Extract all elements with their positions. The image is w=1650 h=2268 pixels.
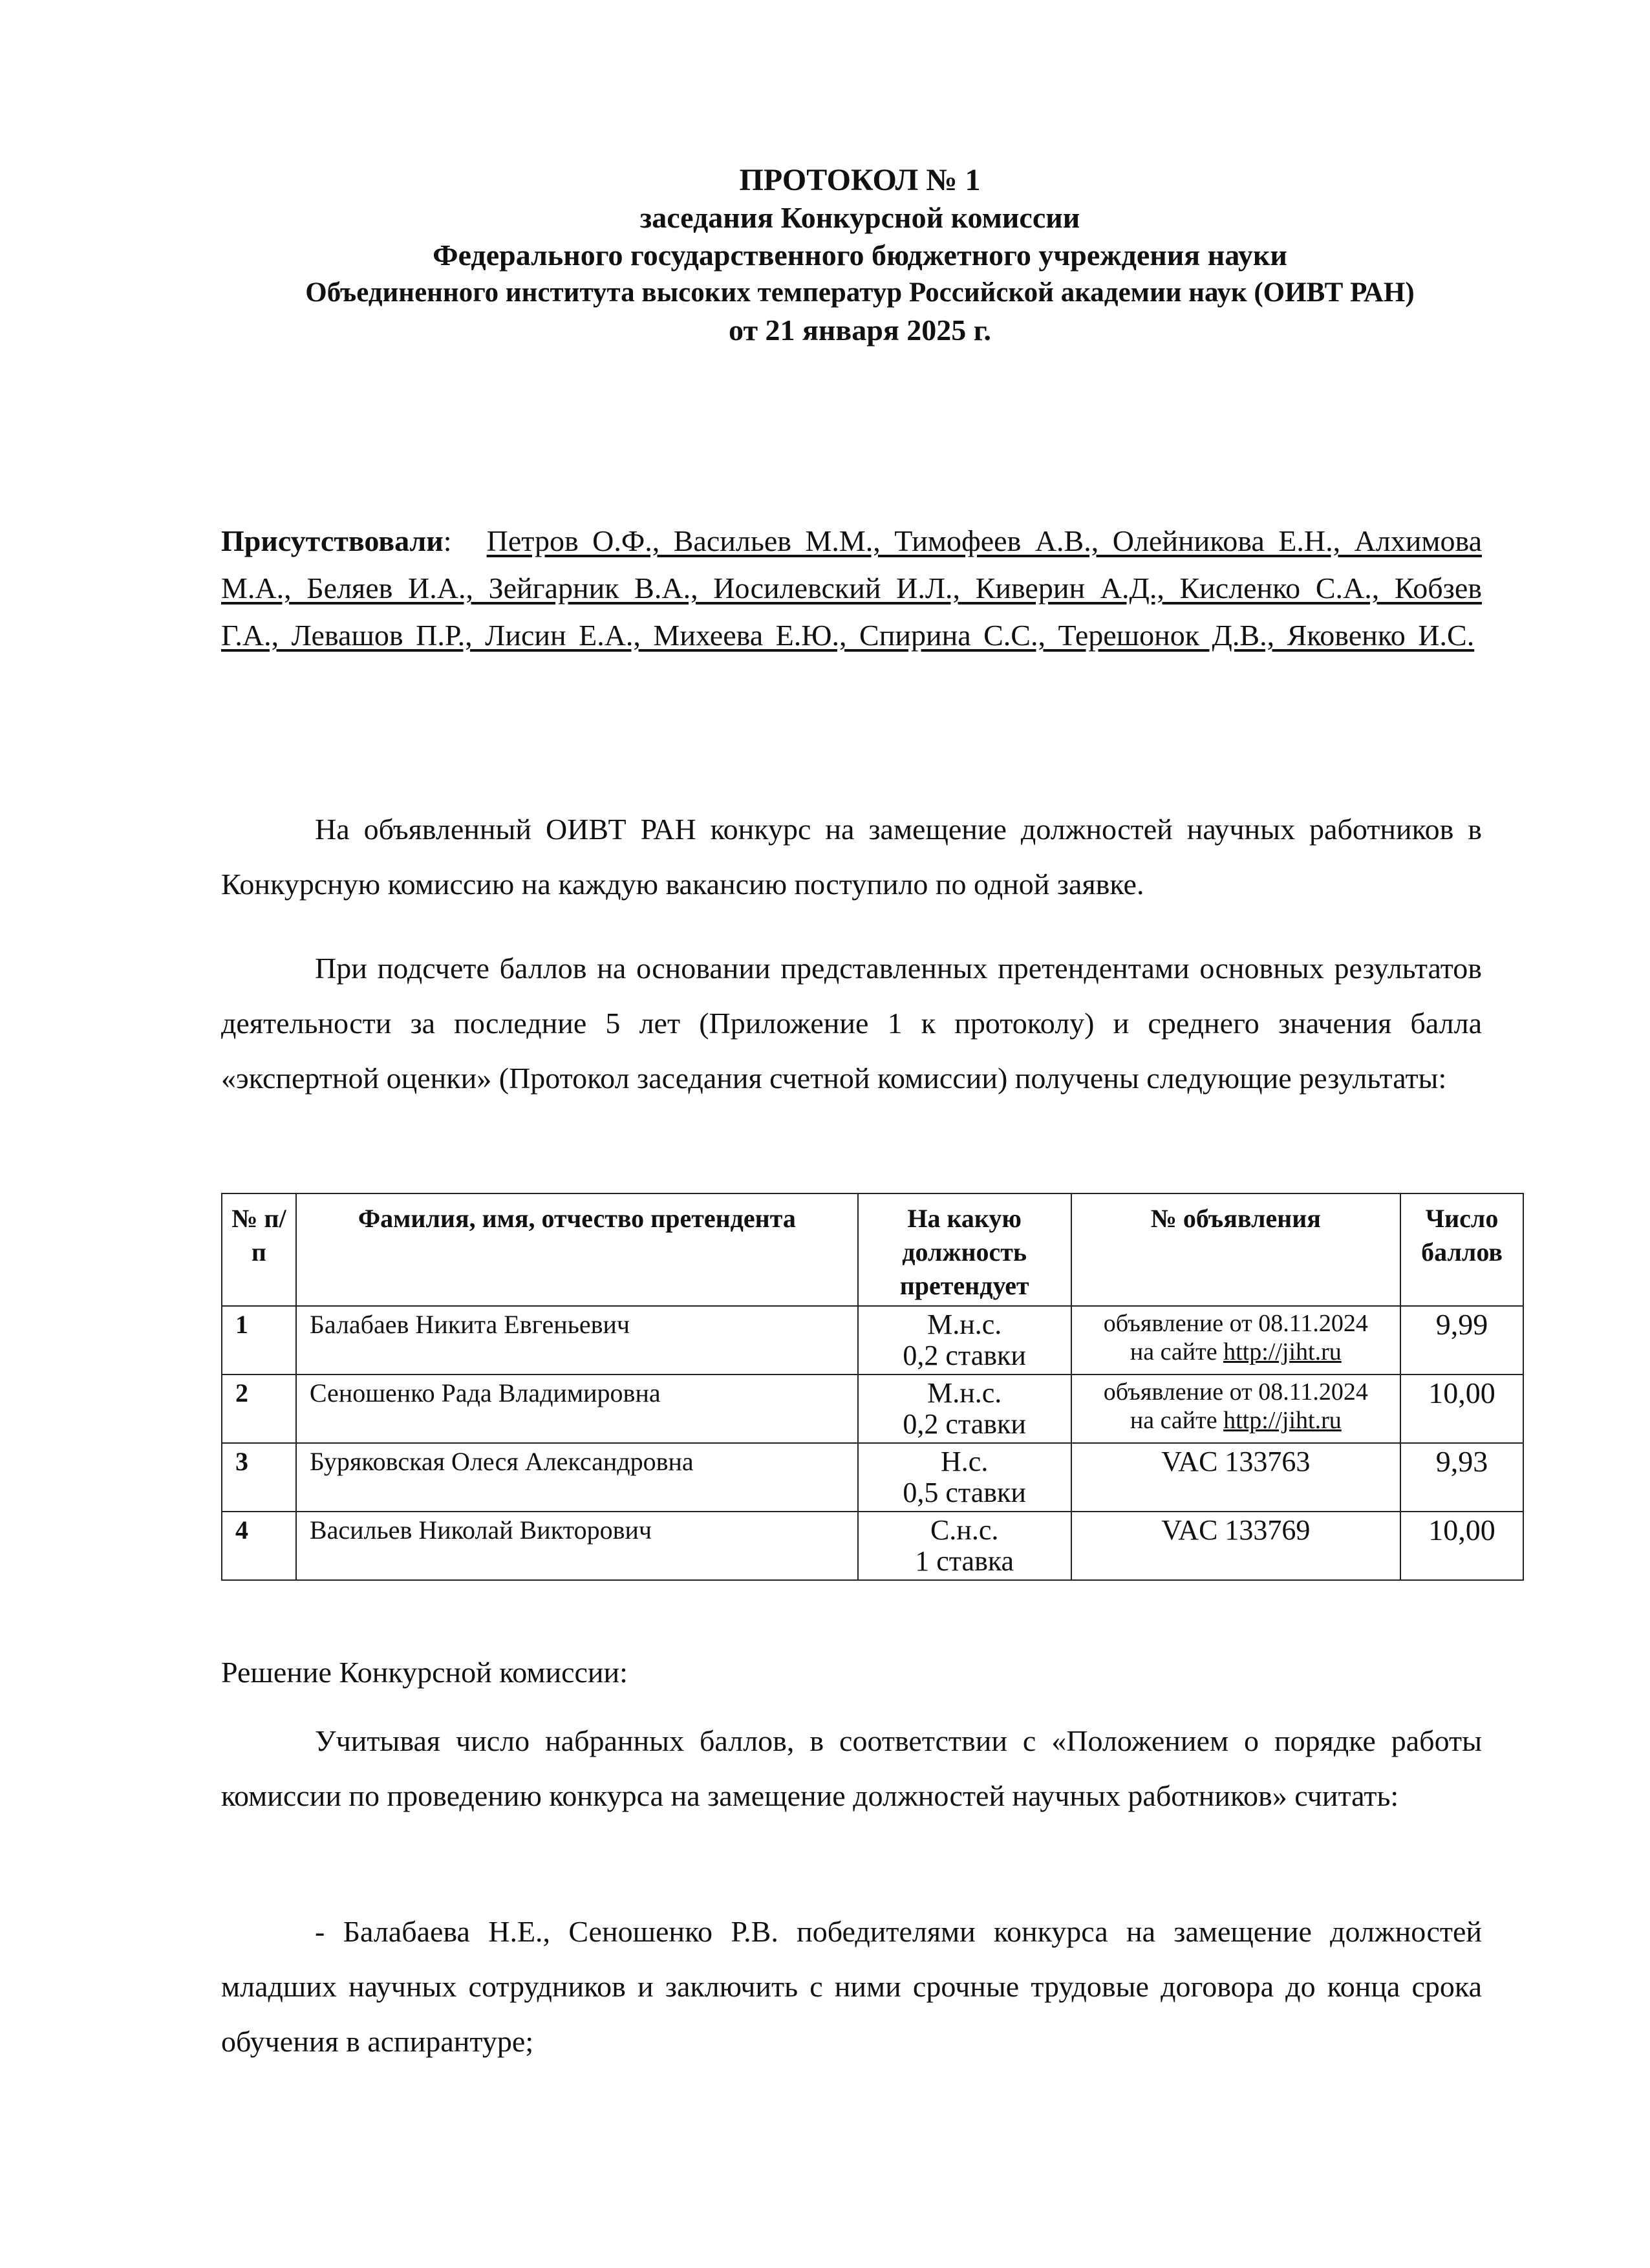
organization-line-1: Федерального государственного бюджетного учреждения науки bbox=[433, 239, 1287, 272]
results-table bbox=[221, 1193, 1524, 1581]
table-row bbox=[222, 1375, 1523, 1443]
position-title: М.н.с. bbox=[927, 1377, 1002, 1409]
row-score: 10,00 bbox=[1400, 1375, 1523, 1443]
row-score: 9,93 bbox=[1400, 1443, 1523, 1512]
row-name: Васильев Николай Викторович bbox=[296, 1512, 858, 1580]
announcement-link[interactable]: http://jiht.ru bbox=[1223, 1338, 1342, 1365]
row-position bbox=[858, 1375, 1071, 1443]
row-name: Буряковская Олеся Александровна bbox=[296, 1443, 858, 1512]
paragraph-scoring bbox=[221, 941, 1482, 1106]
position-title: Н.с. bbox=[941, 1446, 989, 1477]
decision-paragraph-1-text: Учитывая число набранных баллов, в соответствии с «Положением о порядке работы комиссии по проведению конкурса на замещение должностей научных работников» считать: bbox=[221, 1724, 1482, 1812]
row-name: Сеношенко Рада Владимировна bbox=[296, 1375, 858, 1443]
protocol-date: от 21 января 2025 г. bbox=[729, 314, 991, 347]
protocol-header bbox=[220, 162, 1500, 349]
row-score: 9,99 bbox=[1400, 1306, 1523, 1375]
header-position: На какую должность претендует bbox=[858, 1193, 1071, 1306]
row-position bbox=[858, 1512, 1071, 1580]
attendance-colon: : bbox=[443, 524, 478, 557]
table-header-row bbox=[222, 1193, 1523, 1306]
row-announcement bbox=[1071, 1375, 1400, 1443]
row-position bbox=[858, 1306, 1071, 1375]
decision-paragraph-2 bbox=[221, 1904, 1482, 2069]
header-name: Фамилия, имя, отчество претендента bbox=[296, 1193, 858, 1306]
row-position bbox=[858, 1443, 1071, 1512]
header-score: Число баллов bbox=[1400, 1193, 1523, 1306]
position-rate: 1 ставка bbox=[915, 1545, 1014, 1577]
announcement-site bbox=[1080, 1406, 1392, 1435]
attendance-block bbox=[221, 517, 1482, 659]
decision-paragraph-1 bbox=[221, 1713, 1482, 1823]
header-announcement: № объявления bbox=[1071, 1193, 1400, 1306]
decision-paragraph-2-text: - Балабаева Н.Е., Сеношенко Р.В. победителями конкурса на замещение должностей младших научных сотрудников и заключить с ними срочные трудовые договора до конца срока обучения в аспирантуре; bbox=[221, 1915, 1482, 2058]
position-rate: 0,2 ставки bbox=[903, 1340, 1026, 1371]
row-announcement bbox=[1071, 1306, 1400, 1375]
announcement-site-prefix: на сайте bbox=[1130, 1407, 1224, 1434]
position-rate: 0,5 ставки bbox=[903, 1477, 1026, 1508]
row-name: Балабаев Никита Евгеньевич bbox=[296, 1306, 858, 1375]
row-score: 10,00 bbox=[1400, 1512, 1523, 1580]
row-num: 4 bbox=[222, 1512, 296, 1580]
row-vacancy-id: VAC 133769 bbox=[1071, 1512, 1400, 1580]
table-row bbox=[222, 1306, 1523, 1375]
header-num: № п/п bbox=[222, 1193, 296, 1306]
announcement-date: объявление от 08.11.2024 bbox=[1103, 1378, 1368, 1406]
table-row bbox=[222, 1443, 1523, 1512]
paragraph-applications bbox=[221, 802, 1482, 912]
attendance-names: Петров О.Ф., Васильев М.М., Тимофеев А.В., Олейникова Е.Н., Алхимова М.А., Беляев И.А., Зейгарник В.А., Иосилевский И.Л., Киверин А.Д., Кисленко С.А., Кобзев Г.А., Левашов П.Р., Лисин Е.А., Михеева Е.Ю., Спирина С.С., Терешонок Д.В., Яковенко И.С. bbox=[221, 524, 1483, 652]
organization-line-2: Объединенного института высоких температур Российской академии наук (ОИВТ РАН) bbox=[305, 277, 1415, 308]
paragraph-applications-text: На объявленный ОИВТ РАН конкурс на замещение должностей научных работников в Конкурсную комиссию на каждую вакансию поступило по одной заявке. bbox=[221, 813, 1482, 901]
protocol-title: ПРОТОКОЛ № 1 bbox=[739, 163, 981, 197]
announcement-site-prefix: на сайте bbox=[1130, 1338, 1224, 1365]
row-num: 3 bbox=[222, 1443, 296, 1512]
position-title: М.н.с. bbox=[927, 1309, 1002, 1340]
announcement-link[interactable]: http://jiht.ru bbox=[1223, 1407, 1342, 1434]
protocol-subtitle: заседания Конкурсной комиссии bbox=[639, 201, 1080, 234]
decision-heading: Решение Конкурсной комиссии: bbox=[221, 1656, 628, 1689]
position-title: С.н.с. bbox=[930, 1514, 999, 1546]
row-num: 1 bbox=[222, 1306, 296, 1375]
table-row bbox=[222, 1512, 1523, 1580]
announcement-date: объявление от 08.11.2024 bbox=[1103, 1310, 1368, 1337]
row-vacancy-id: VAC 133763 bbox=[1071, 1443, 1400, 1512]
announcement-site bbox=[1080, 1338, 1392, 1366]
attendance-label: Присутствовали bbox=[221, 524, 444, 557]
position-rate: 0,2 ставки bbox=[903, 1408, 1026, 1440]
row-num: 2 bbox=[222, 1375, 296, 1443]
paragraph-scoring-text: При подсчете баллов на основании представленных претендентами основных результатов деятельности за последние 5 лет (Приложение 1 к протоколу) и среднего значения балла «экспертной оценки» (Протокол заседания счетной комиссии) получены следующие результаты: bbox=[221, 952, 1482, 1095]
